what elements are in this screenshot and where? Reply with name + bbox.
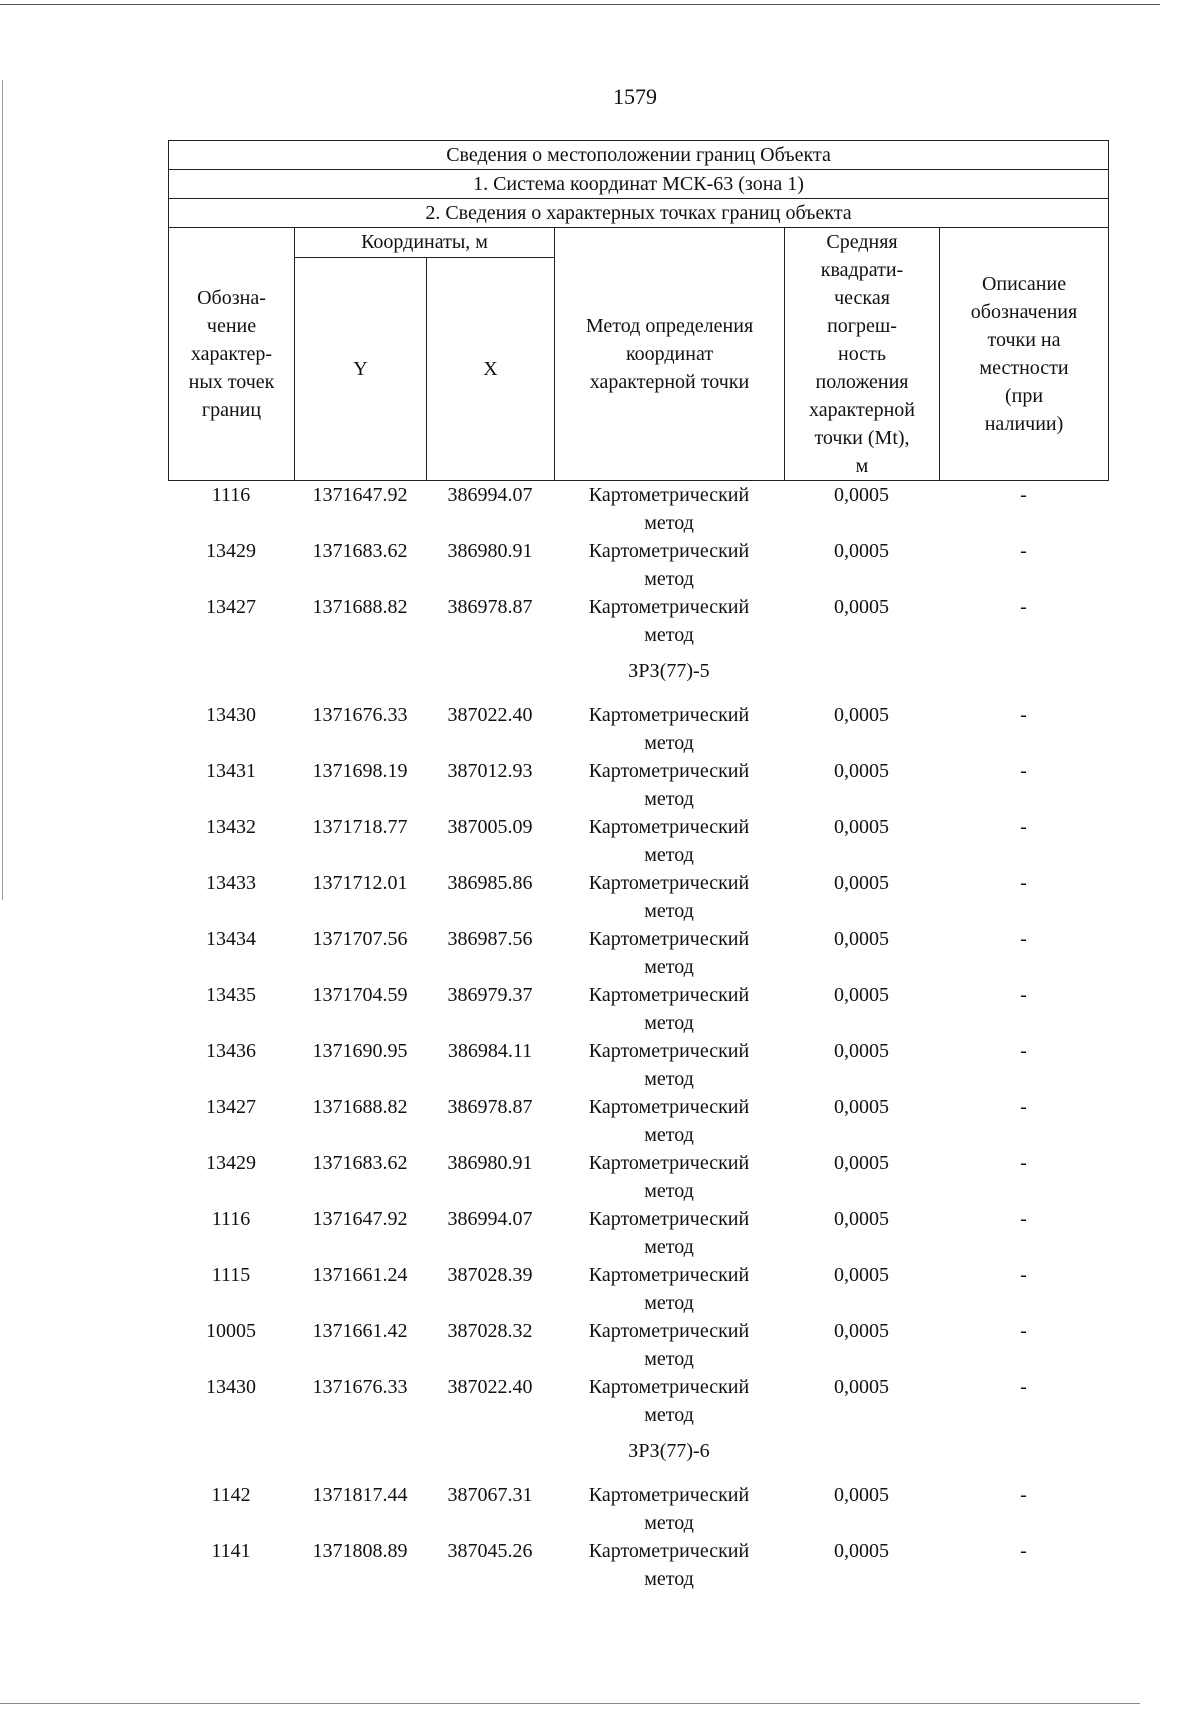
table-row — [168, 1373, 1108, 1429]
method-cell: Картометрический метод — [588, 484, 750, 534]
description-cell: - — [1020, 872, 1027, 894]
coord-y-cell: 1371698.19 — [312, 760, 408, 782]
point-id-cell: 1116 — [211, 484, 251, 506]
point-id-cell: 13427 — [206, 596, 256, 618]
error-cell: 0,0005 — [834, 1320, 889, 1342]
description-cell: - — [1020, 1152, 1027, 1174]
point-id-cell: 1116 — [211, 1208, 251, 1230]
bottom-scan-line — [0, 1703, 1140, 1704]
coord-x-cell: 386980.91 — [447, 1152, 533, 1174]
coord-y-cell: 1371718.77 — [312, 816, 408, 838]
coord-y-cell: 1371707.56 — [312, 928, 408, 950]
coord-x-cell: 386984.11 — [447, 1040, 533, 1062]
zone-label: ЗРЗ(77)-5 — [628, 660, 710, 682]
coord-y-cell: 1371690.95 — [312, 1040, 408, 1062]
point-id-cell: 13429 — [206, 1152, 256, 1174]
coord-x-cell: 387005.09 — [447, 816, 533, 838]
coord-y-cell: 1371647.92 — [312, 484, 408, 506]
table-row — [168, 1481, 1108, 1537]
description-cell: - — [1020, 760, 1027, 782]
col-method-header: Метод определения координат характерной точки — [555, 228, 785, 481]
table-row — [168, 813, 1108, 869]
error-cell: 0,0005 — [834, 484, 889, 506]
page-number: 1579 — [613, 84, 657, 109]
method-cell: Картометрический метод — [588, 1040, 750, 1090]
point-id-cell: 13429 — [206, 540, 256, 562]
description-cell: - — [1020, 1320, 1027, 1342]
table-row — [168, 757, 1108, 813]
point-id-cell: 13430 — [206, 704, 256, 726]
table-row — [168, 869, 1108, 925]
method-cell: Картометрический метод — [588, 1208, 750, 1258]
table-row — [168, 1317, 1108, 1373]
method-cell: Картометрический метод — [588, 760, 750, 810]
col-error-header: Средняя квадрати- ческая погреш- ность положения характерной точки (Mt), м — [785, 228, 940, 481]
coord-y-cell: 1371704.59 — [312, 984, 408, 1006]
method-cell: Картометрический метод — [588, 1540, 750, 1590]
header-table — [168, 140, 1109, 481]
coord-y-cell: 1371688.82 — [312, 1096, 408, 1118]
description-cell: - — [1020, 1264, 1027, 1286]
error-cell: 0,0005 — [834, 1376, 889, 1398]
method-cell: Картометрический метод — [588, 596, 750, 646]
error-cell: 0,0005 — [834, 596, 889, 618]
zone-spacer — [784, 1429, 1108, 1481]
error-cell: 0,0005 — [834, 1540, 889, 1562]
coord-x-cell: 386978.87 — [447, 596, 533, 618]
table-row — [168, 537, 1108, 593]
section-title: 2. Сведения о характерных точках границ объекта — [169, 199, 1109, 228]
coord-x-cell: 387012.93 — [447, 760, 533, 782]
col-description-header: Описание обозначения точки на местности (при наличии) — [940, 228, 1109, 481]
coord-x-cell: 387067.31 — [447, 1484, 533, 1506]
error-cell: 0,0005 — [834, 984, 889, 1006]
table-row — [168, 981, 1108, 1037]
zone-heading-row — [168, 649, 1108, 701]
description-cell: - — [1020, 596, 1027, 618]
description-cell: - — [1020, 1484, 1027, 1506]
method-cell: Картометрический метод — [588, 872, 750, 922]
error-cell: 0,0005 — [834, 1264, 889, 1286]
table-row — [168, 481, 1108, 537]
description-cell: - — [1020, 484, 1027, 506]
coord-x-cell: 386987.56 — [447, 928, 533, 950]
method-cell: Картометрический метод — [588, 1320, 750, 1370]
coordinates-document — [168, 140, 1108, 1593]
point-id-cell: 1142 — [211, 1484, 251, 1506]
coord-y-cell: 1371676.33 — [312, 1376, 408, 1398]
error-cell: 0,0005 — [834, 760, 889, 782]
description-cell: - — [1020, 1208, 1027, 1230]
description-cell: - — [1020, 1376, 1027, 1398]
method-cell: Картометрический метод — [588, 816, 750, 866]
coord-y-cell: 1371712.01 — [312, 872, 408, 894]
description-cell: - — [1020, 540, 1027, 562]
coord-x-cell: 386979.37 — [447, 984, 533, 1006]
coord-y-cell: 1371676.33 — [312, 704, 408, 726]
table-row — [168, 1261, 1108, 1317]
coordinate-system: 1. Система координат МСК-63 (зона 1) — [169, 170, 1109, 199]
method-cell: Картометрический метод — [588, 540, 750, 590]
point-id-cell: 13435 — [206, 984, 256, 1006]
col-coordinates-header: Координаты, м — [295, 228, 555, 258]
description-cell: - — [1020, 816, 1027, 838]
method-cell: Картометрический метод — [588, 984, 750, 1034]
points-table — [168, 481, 1108, 1593]
description-cell: - — [1020, 1540, 1027, 1562]
error-cell: 0,0005 — [834, 928, 889, 950]
point-id-cell: 13432 — [206, 816, 256, 838]
method-cell: Картометрический метод — [588, 1484, 750, 1534]
coord-x-cell: 386985.86 — [447, 872, 533, 894]
error-cell: 0,0005 — [834, 540, 889, 562]
table-row — [168, 593, 1108, 649]
col-designation-header: Обозна- чение характер- ных точек границ — [169, 228, 295, 481]
coord-y-cell: 1371661.24 — [312, 1264, 408, 1286]
top-scan-line — [0, 4, 1160, 5]
method-cell: Картометрический метод — [588, 1264, 750, 1314]
coord-x-cell: 387028.32 — [447, 1320, 533, 1342]
coord-x-cell: 387028.39 — [447, 1264, 533, 1286]
table-row — [168, 1537, 1108, 1593]
zone-heading-row — [168, 1429, 1108, 1481]
coord-x-cell: 386980.91 — [447, 540, 533, 562]
method-cell: Картометрический метод — [588, 1376, 750, 1426]
method-cell: Картометрический метод — [588, 1096, 750, 1146]
coord-y-cell: 1371683.62 — [312, 1152, 408, 1174]
left-scan-edge — [2, 80, 3, 900]
error-cell: 0,0005 — [834, 872, 889, 894]
point-id-cell: 13430 — [206, 1376, 256, 1398]
description-cell: - — [1020, 1096, 1027, 1118]
method-cell: Картометрический метод — [588, 704, 750, 754]
table-row — [168, 1205, 1108, 1261]
table-row — [168, 1093, 1108, 1149]
zone-spacer — [784, 649, 1108, 701]
error-cell: 0,0005 — [834, 1096, 889, 1118]
point-id-cell: 13427 — [206, 1096, 256, 1118]
description-cell: - — [1020, 704, 1027, 726]
table-row — [168, 701, 1108, 757]
error-cell: 0,0005 — [834, 1040, 889, 1062]
point-id-cell: 1141 — [211, 1540, 251, 1562]
description-cell: - — [1020, 984, 1027, 1006]
point-id-cell: 13434 — [206, 928, 256, 950]
error-cell: 0,0005 — [834, 1152, 889, 1174]
error-cell: 0,0005 — [834, 1208, 889, 1230]
zone-spacer — [168, 1429, 554, 1481]
coord-y-cell: 1371683.62 — [312, 540, 408, 562]
coord-x-cell: 386994.07 — [447, 484, 533, 506]
error-cell: 0,0005 — [834, 816, 889, 838]
zone-label: ЗРЗ(77)-6 — [628, 1440, 710, 1462]
coord-y-cell: 1371817.44 — [312, 1484, 408, 1506]
table-row — [168, 1037, 1108, 1093]
coord-x-cell: 387022.40 — [447, 1376, 533, 1398]
coord-x-cell: 386994.07 — [447, 1208, 533, 1230]
point-id-cell: 1115 — [211, 1264, 251, 1286]
point-id-cell: 10005 — [206, 1320, 256, 1342]
point-id-cell: 13433 — [206, 872, 256, 894]
col-x-header: X — [427, 257, 555, 480]
coord-x-cell: 387045.26 — [447, 1540, 533, 1562]
method-cell: Картометрический метод — [588, 928, 750, 978]
coord-x-cell: 387022.40 — [447, 704, 533, 726]
coord-x-cell: 386978.87 — [447, 1096, 533, 1118]
coord-y-cell: 1371647.92 — [312, 1208, 408, 1230]
error-cell: 0,0005 — [834, 1484, 889, 1506]
zone-spacer — [168, 649, 554, 701]
error-cell: 0,0005 — [834, 704, 889, 726]
document-title: Сведения о местоположении границ Объекта — [169, 141, 1109, 170]
coord-y-cell: 1371808.89 — [312, 1540, 408, 1562]
coord-y-cell: 1371688.82 — [312, 596, 408, 618]
point-id-cell: 13431 — [206, 760, 256, 782]
table-row — [168, 1149, 1108, 1205]
description-cell: - — [1020, 928, 1027, 950]
coord-y-cell: 1371661.42 — [312, 1320, 408, 1342]
description-cell: - — [1020, 1040, 1027, 1062]
col-y-header: Y — [295, 257, 427, 480]
point-id-cell: 13436 — [206, 1040, 256, 1062]
method-cell: Картометрический метод — [588, 1152, 750, 1202]
table-row — [168, 925, 1108, 981]
